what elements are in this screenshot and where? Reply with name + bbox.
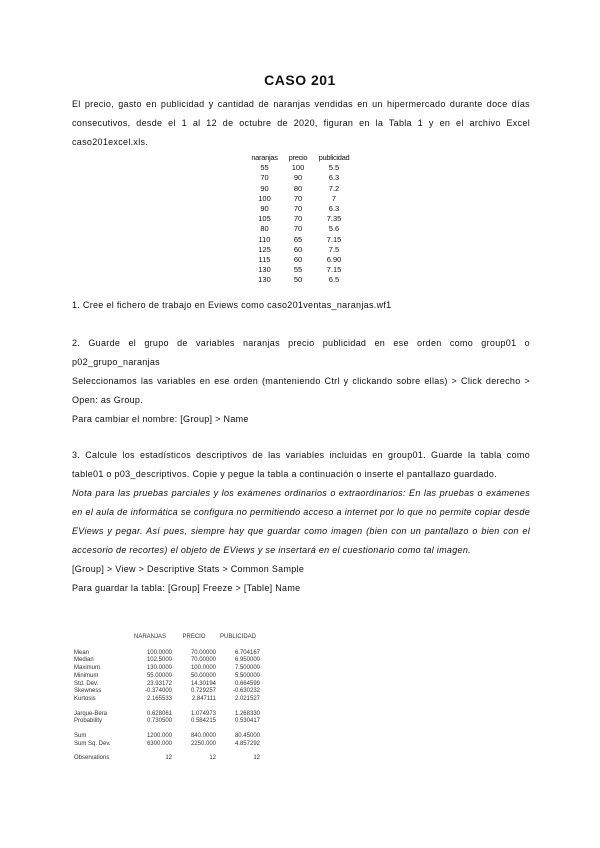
stats-label: Mean [74, 649, 90, 656]
question-2-answer-1: Seleccionamos las variables en ese orden (manteniendo Ctrl y clickando sobre ellas) > Click derecho > Open: as Group. [72, 376, 530, 405]
table-row [246, 265, 355, 275]
table-cell: 55 [293, 265, 303, 275]
table-row [246, 245, 355, 255]
stats-label: Median [74, 657, 94, 664]
table-row [246, 194, 355, 204]
table-cell: 105 [258, 214, 271, 224]
table-cell: 55 [260, 163, 269, 173]
stats-value: 6300.000 [146, 740, 172, 747]
table-cell: 60 [293, 244, 303, 254]
question-3 [72, 446, 530, 598]
question-2-text: 2. Guarde el grupo de variables naranjas precio publicidad en ese orden como group01 o p02_grupo_naranjas [72, 338, 530, 367]
table-cell: 6.3 [328, 204, 340, 214]
spacer-row [74, 726, 260, 733]
stats-row [74, 755, 260, 763]
table-cell: 100 [291, 163, 305, 173]
table-cell: 7.15 [326, 234, 342, 244]
table-row [246, 173, 355, 183]
stats-row [74, 665, 260, 673]
stats-row [74, 733, 260, 741]
table-cell: 130 [258, 275, 271, 285]
stats-value: 12 [165, 755, 172, 762]
intro-text: El precio, gasto en publicidad y cantidad de naranjas vendidas en un hipermercado durante doce días consecutivos, desde el 1 al 12 de octubre de 2020, figuran en la Tabla 1 y en el archivo Excel caso201excel.xls. [72, 99, 530, 147]
stats-row [74, 711, 260, 719]
table-cell: 50 [293, 275, 303, 285]
stats-value: 840.0000 [190, 733, 216, 740]
question-2 [72, 334, 530, 429]
table-cell: 110 [258, 234, 271, 244]
stats-value: 2.847111 [191, 695, 216, 702]
stats-value: 12 [253, 755, 260, 762]
descriptive-header-precio: PRECIO [182, 634, 206, 640]
table-row [246, 163, 355, 173]
table-cell: 90 [293, 173, 303, 183]
table-cell: 70 [293, 224, 303, 234]
stats-value: 70.00000 [190, 657, 216, 664]
stats-value: 14.30194 [190, 680, 216, 687]
stats-label: Jarque-Bera [74, 710, 108, 717]
stats-value: 100.0000 [146, 649, 172, 656]
table-cell: 125 [258, 244, 271, 254]
stats-value: 5.500000 [234, 672, 260, 679]
stats-row [74, 718, 260, 726]
table-cell: 80 [260, 224, 269, 234]
stats-value: 1200.000 [146, 733, 172, 740]
stats-value: 70.00000 [190, 649, 216, 656]
table-cell: 70 [260, 173, 269, 183]
stats-value: 2250.000 [190, 740, 216, 747]
stats-label: Sum Sq. Dev. [74, 740, 111, 747]
table-cell: 70 [293, 214, 303, 224]
stats-label: Minimum [74, 672, 99, 679]
table-row [246, 235, 355, 245]
table-cell: 100 [258, 193, 271, 203]
stats-value: 130.0000 [146, 665, 172, 672]
stats-row [74, 696, 260, 704]
stats-row [74, 741, 260, 749]
stats-label: Skewness [74, 688, 102, 695]
stats-label: Std. Dev. [74, 680, 99, 687]
stats-row [74, 681, 260, 689]
table-row [246, 224, 355, 234]
question-1-text: 1. Cree el fichero de trabajo en Eviews como caso201ventas_naranjas.wf1 [72, 300, 392, 310]
table-row [246, 214, 355, 224]
stats-row [74, 688, 260, 696]
table-cell: 90 [260, 183, 269, 193]
descriptive-stats-table [74, 634, 260, 763]
intro-paragraph [72, 95, 530, 152]
table-cell: 70 [293, 193, 303, 203]
table-cell: 7.5 [328, 244, 340, 254]
question-3-answer-1: [Group] > View > Descriptive Stats > Common Sample [72, 564, 305, 574]
table-row [246, 255, 355, 265]
stats-value: 0.584215 [190, 718, 216, 725]
spacer-row [74, 704, 260, 711]
stats-value: 4.857292 [234, 740, 260, 747]
table-cell: 7.2 [328, 183, 340, 193]
stats-row [74, 657, 260, 665]
descriptive-stats-header [74, 634, 260, 650]
table-cell: 115 [258, 255, 271, 265]
question-2-answer-2: Para cambiar el nombre: [Group] > Name [72, 414, 249, 424]
spacer-row [74, 748, 260, 755]
table-cell: 70 [293, 204, 303, 214]
exam-note: Nota para las pruebas parciales y los exámenes ordinarios o extraordinarios: En las pruebas o exámenes en el aula de informática se configura no permitiendo acceso a internet por lo que no permite copiar desde EViews y pegar. Así pues, siempre hay que guardar como imagen (bien con un pantallazo o bien con el accesorio de recortes) el objeto de EViews y se insertará en el cuestionario como tal imagen. [72, 488, 530, 555]
table-cell: 7 [331, 193, 337, 203]
table-cell: 6.5 [328, 275, 340, 285]
table-cell: 5.6 [328, 224, 340, 234]
table-cell: 60 [293, 255, 303, 265]
stats-label: Probability [74, 718, 103, 725]
table-cell: 7.35 [326, 214, 342, 224]
stats-label: Sum [74, 733, 87, 740]
stats-row [74, 673, 260, 681]
descriptive-stats-body [74, 650, 260, 763]
data-table [246, 153, 355, 286]
stats-value: 100.0000 [190, 665, 216, 672]
stats-value: 80.45000 [234, 733, 260, 740]
stats-value: 0.628061 [146, 710, 172, 717]
header-publicidad: publicidad [318, 153, 350, 162]
stats-value: 12 [209, 755, 216, 762]
stats-value: 102.5000 [146, 657, 172, 664]
table-cell: 5.5 [328, 163, 340, 173]
stats-value: -0.630232 [232, 688, 260, 695]
stats-value: 6.950000 [234, 657, 260, 664]
table-cell: 65 [293, 234, 303, 244]
stats-value: 2.165533 [146, 695, 172, 702]
header-precio: precio [288, 153, 308, 162]
stats-value: 7.500000 [234, 665, 260, 672]
table-cell: 6.90 [326, 255, 342, 265]
stats-label: Maximum [74, 665, 101, 672]
stats-value: 1.268330 [234, 710, 260, 717]
stats-label: Observations [74, 755, 110, 762]
descriptive-corner [74, 634, 128, 650]
table-cell: 6.3 [328, 173, 340, 183]
table-row [246, 204, 355, 214]
stats-value: 2.021527 [234, 695, 260, 702]
document-title: CASO 201 [264, 72, 336, 88]
descriptive-header-naranjas: NARANJAS [133, 634, 166, 640]
question-3-text: 3. Calcule los estadísticos descriptivos de las variables incluidas en group01. Guarde la tabla como table01 o p03_descriptivos. Copie y pegue la tabla a continuación o inserte el pantallazo guardado. [72, 450, 530, 479]
stats-value: 6.704167 [234, 649, 260, 656]
table-row [246, 184, 355, 194]
table-cell: 7.15 [326, 265, 342, 275]
data-table-body [246, 163, 355, 285]
table-cell: 90 [260, 204, 269, 214]
stats-label: Kurtosis [74, 695, 96, 702]
question-3-answer-2: Para guardar la tabla: [Group] Freeze > [Table] Name [72, 583, 301, 593]
stats-value: 0.729257 [190, 688, 216, 695]
stats-value: 55.00000 [146, 672, 172, 679]
table-cell: 80 [293, 183, 303, 193]
header-naranjas: naranjas [251, 153, 278, 162]
descriptive-header-publicidad: PUBLICIDAD [219, 634, 256, 640]
table-cell: 130 [258, 265, 271, 275]
question-1 [72, 296, 530, 315]
stats-value: 0.730500 [146, 718, 172, 725]
stats-value: 1.074973 [190, 710, 216, 717]
stats-value: 50.00000 [190, 672, 216, 679]
table-row [246, 275, 355, 285]
data-table-header [246, 153, 355, 163]
stats-value: 0.664599 [234, 680, 260, 687]
stats-row [74, 650, 260, 658]
stats-value: 0.530417 [234, 718, 260, 725]
stats-value: 23.93172 [146, 680, 172, 687]
stats-value: -0.374000 [144, 688, 172, 695]
